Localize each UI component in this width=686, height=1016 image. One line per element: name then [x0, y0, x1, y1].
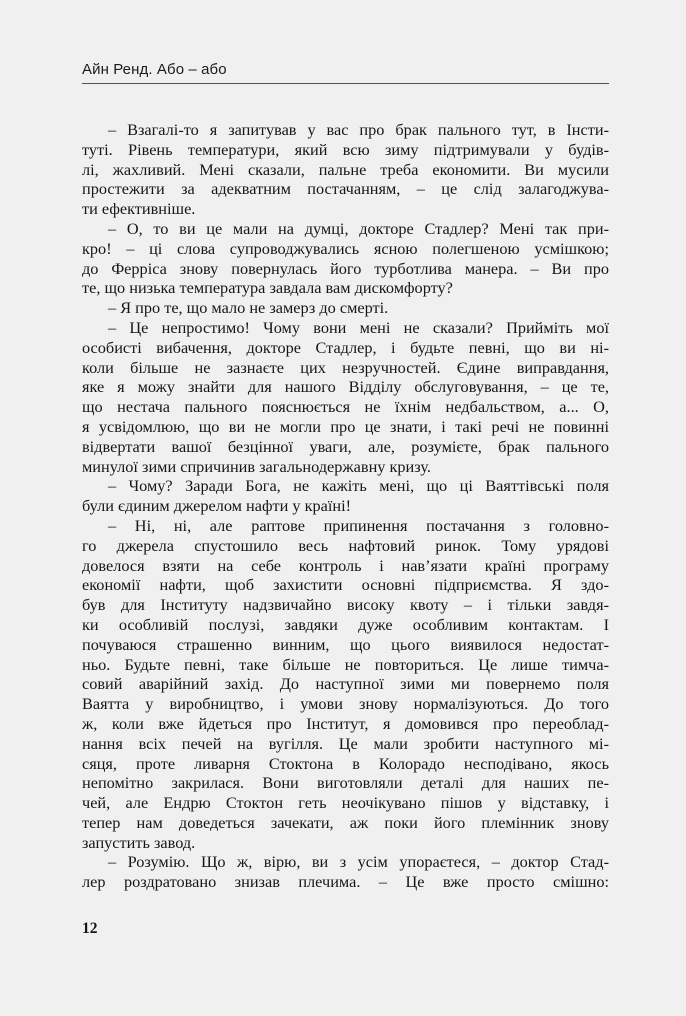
text-line: ти ефективніше.	[82, 199, 196, 219]
text-line: до Ферріса знову повернулась його турботлива манера. – Ви про	[82, 258, 609, 278]
text-line: довелося взяти на себе контроль і нав’язати країні програму	[82, 555, 609, 575]
text-line: нання всіх печей на вугілля. Це мали зробити наступного мі-	[82, 733, 609, 753]
text-line: ньо. Будьте певні, таке більше не повториться. Це лише тимча-	[82, 654, 609, 674]
text-line: – Взагалі-то я запитував у вас про брак пального тут, в Інсти-	[108, 120, 609, 139]
text-line: чей, але Ендрю Стоктон геть неочікувано пішов у відставку, і	[82, 793, 609, 813]
text-line: був для Інституту надзвичайно високу квоту – і тільки завдя-	[82, 595, 609, 615]
paragraph	[82, 476, 609, 516]
text-line: – Чому? Заради Бога, не кажіть мені, що ці Ваяттівські поля	[108, 476, 609, 496]
paragraph	[82, 120, 609, 219]
text-line: економії нафти, щоб захистити основні підприємства. Я здо-	[82, 575, 609, 595]
text-line: го джерела спустошило весь нафтовий ринок. Тому урядові	[82, 535, 609, 555]
paragraph	[82, 219, 609, 298]
paragraph	[82, 318, 609, 476]
text-line: лі, жахливий. Мені сказали, пальне треба економити. Ви мусили	[82, 159, 609, 179]
text-line: совий аварійний захід. До наступної зими ми повернемо поля	[82, 674, 609, 694]
page-number: 12	[82, 920, 98, 937]
header-rule	[82, 83, 609, 84]
running-header	[82, 61, 609, 92]
text-line: відвертати вашої безцінної уваги, але, розумієте, брак пального	[82, 436, 609, 456]
text-line: коли більше не зазнаєте цих незручностей. Єдине виправдання,	[82, 357, 609, 377]
text-line: минулої зими спричинив загальнодержавну кризу.	[82, 456, 431, 476]
text-line: запустить завод.	[82, 832, 196, 852]
text-line: що нестача пального пояснюється не їхнім недбальством, а... О,	[82, 397, 609, 417]
text-line: – О, то ви це мали на думці, докторе Стадлер? Мені так при-	[108, 218, 609, 238]
text-line: були єдиним джерелом нафти у країні!	[82, 496, 352, 516]
text-line: особисті вибачення, докторе Стадлер, і будьте певні, що ви ні-	[82, 337, 609, 357]
text-line: я усвідомлюю, що ви не могли про це знати, і такі речі не повинні	[82, 416, 609, 436]
text-line: – Розумію. Що ж, вірю, ви з усім упораєтеся, – доктор Стад-	[108, 852, 609, 872]
text-line: тепер нам доведеться зачекати, аж поки його племінник знову	[82, 812, 609, 832]
text-line: Ваятта у виробництво, і умови знову нормалізуються. До того	[82, 694, 609, 714]
text-line: туті. Рівень температури, який всю зиму підтримували у будів-	[82, 139, 609, 159]
text-line: простежити за адекватним постачанням, – це слід залагоджува-	[82, 179, 609, 199]
text-line: те, що низька температура завдала вам дискомфорту?	[82, 278, 453, 298]
paragraph	[82, 298, 609, 318]
text-line: яке я можу знайти для нашого Відділу обслуговування, – це те,	[82, 377, 609, 397]
text-line: ж, коли вже йдеться про Інститут, я домовився про переоблад-	[82, 713, 609, 733]
paragraph	[82, 516, 609, 853]
text-line: непомітно закрилася. Вони виготовляли деталі для наших пе-	[82, 773, 609, 793]
paragraph	[82, 852, 609, 892]
text-line: – Я про те, що мало не замерз до смерті.	[108, 298, 389, 318]
text-line: – Ні, ні, але раптове припинення постачання з головно-	[108, 515, 609, 535]
text-line: кро! – ці слова супроводжувались ясною полегшеною усмішкою;	[82, 238, 609, 258]
text-line: – Це непростимо! Чому вони мені не сказали? Прийміть мої	[108, 317, 609, 337]
text-line: почуваюся страшенно винним, що цього виявилося недостат-	[82, 634, 609, 654]
running-header-title: Айн Ренд. Або – або	[82, 61, 227, 78]
text-line: ки особливій послузі, завдяки дуже особливим контактам. І	[82, 614, 609, 634]
text-line: сяця, проте ливарня Стоктона в Колорадо несподівано, якось	[82, 753, 609, 773]
body-text	[82, 120, 609, 892]
text-line: лер роздратовано знизав плечима. – Це вже просто смішно:	[82, 872, 609, 892]
